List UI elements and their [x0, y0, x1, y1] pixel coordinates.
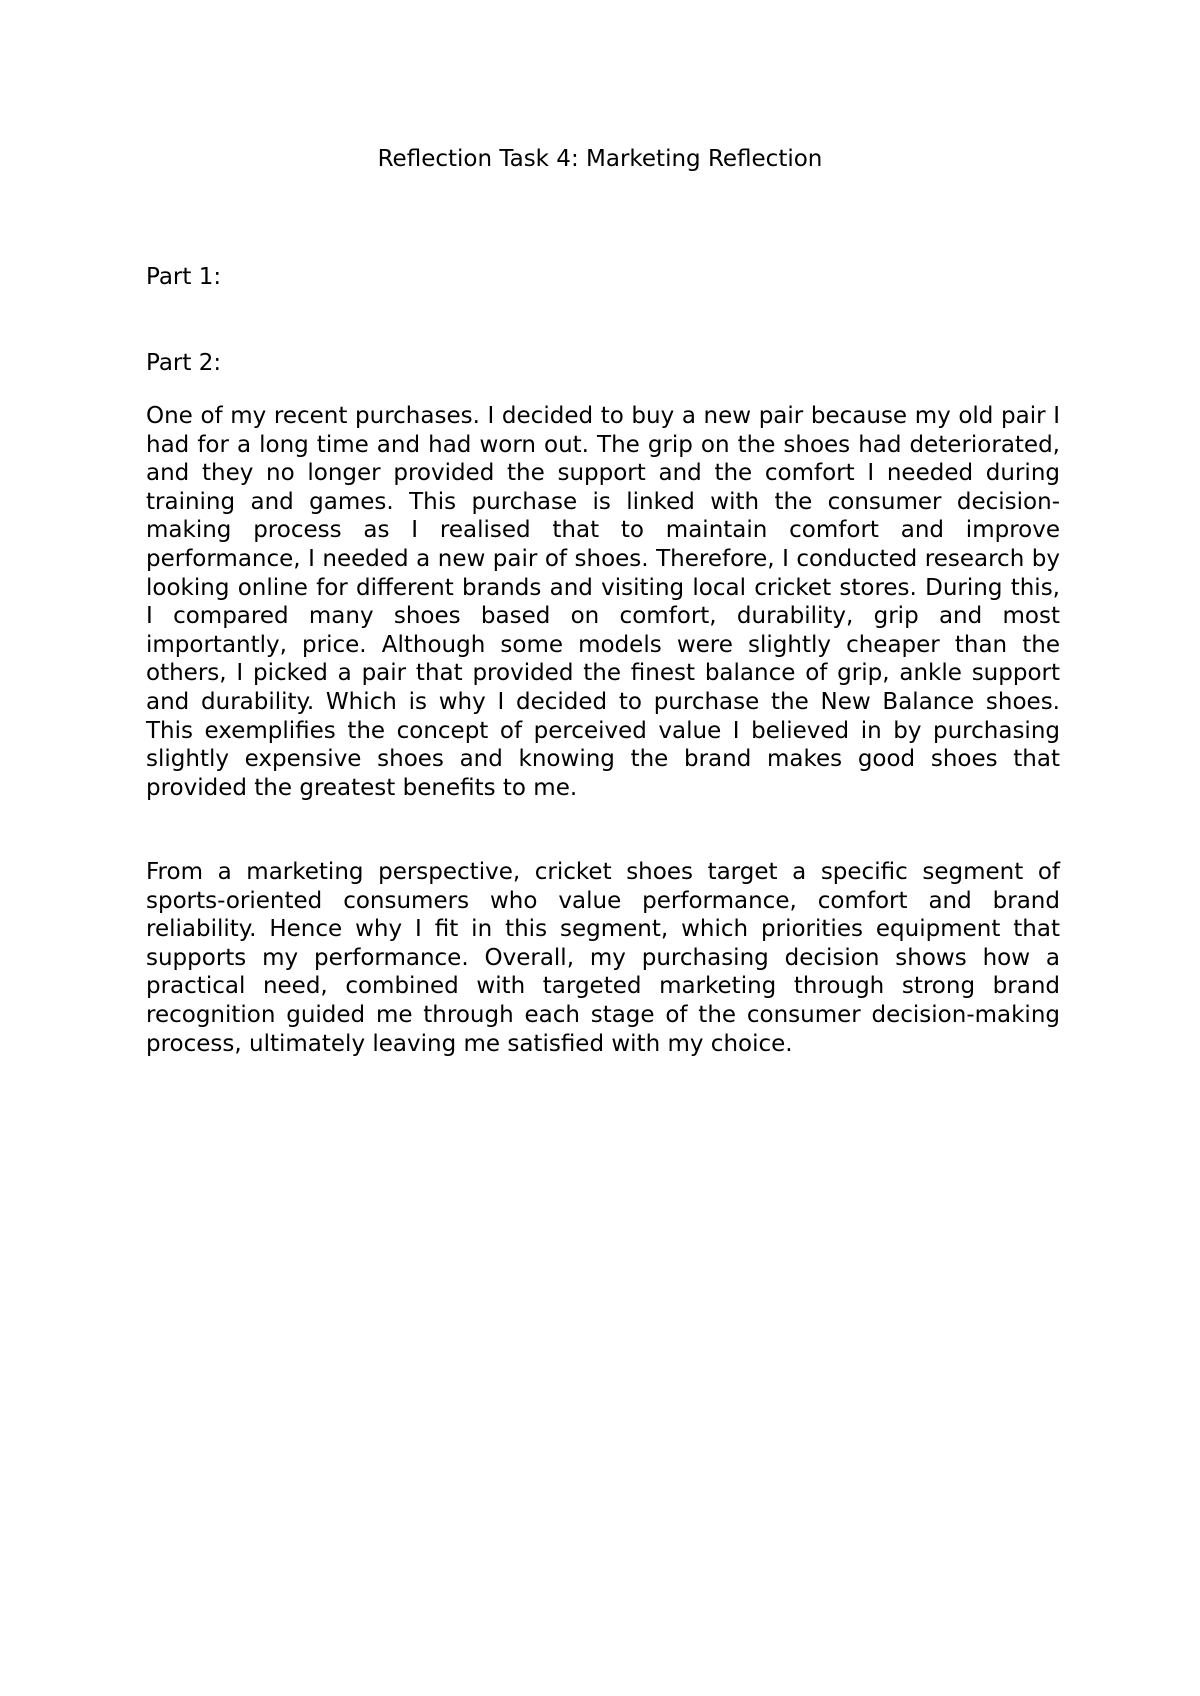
paragraph-marketing-perspective: From a marketing perspective, cricket shoes target a specific segment of sports-oriented consumers who value performance, comfort and brand reliability. Hence why I fit in this segment, which priorities equipment that supports my performance. Overall, my purchasing decision shows how a practical need, combined with targeted marketing through strong brand recognition guided me through each stage of the consumer decision-making process, ultimately leaving me satisfied with my choice.	[146, 859, 1060, 1057]
part-2-heading: Part 2:	[146, 350, 222, 376]
document-title: Reflection Task 4: Marketing Reflection	[377, 146, 823, 172]
paragraph-purchase-reflection: One of my recent purchases. I decided to buy a new pair because my old pair I had for a long time and had worn out. The grip on the shoes had deteriorated, and they no longer provided the support and the comfort I needed during training and games. This purchase is linked with the consumer decision-making process as I realised that to maintain comfort and improve performance, I needed a new pair of shoes. Therefore, I conducted research by looking online for different brands and visiting local cricket stores. During this, I compared many shoes based on comfort, durability, grip and most importantly, price. Although some models were slightly cheaper than the others, I picked a pair that provided the finest balance of grip, ankle support and durability. Which is why I decided to purchase the New Balance shoes. This exemplifies the concept of perceived value I believed in by purchasing slightly expensive shoes and knowing the brand makes good shoes that provided the greatest benefits to me.	[146, 403, 1060, 801]
part-1-heading: Part 1:	[146, 264, 222, 290]
